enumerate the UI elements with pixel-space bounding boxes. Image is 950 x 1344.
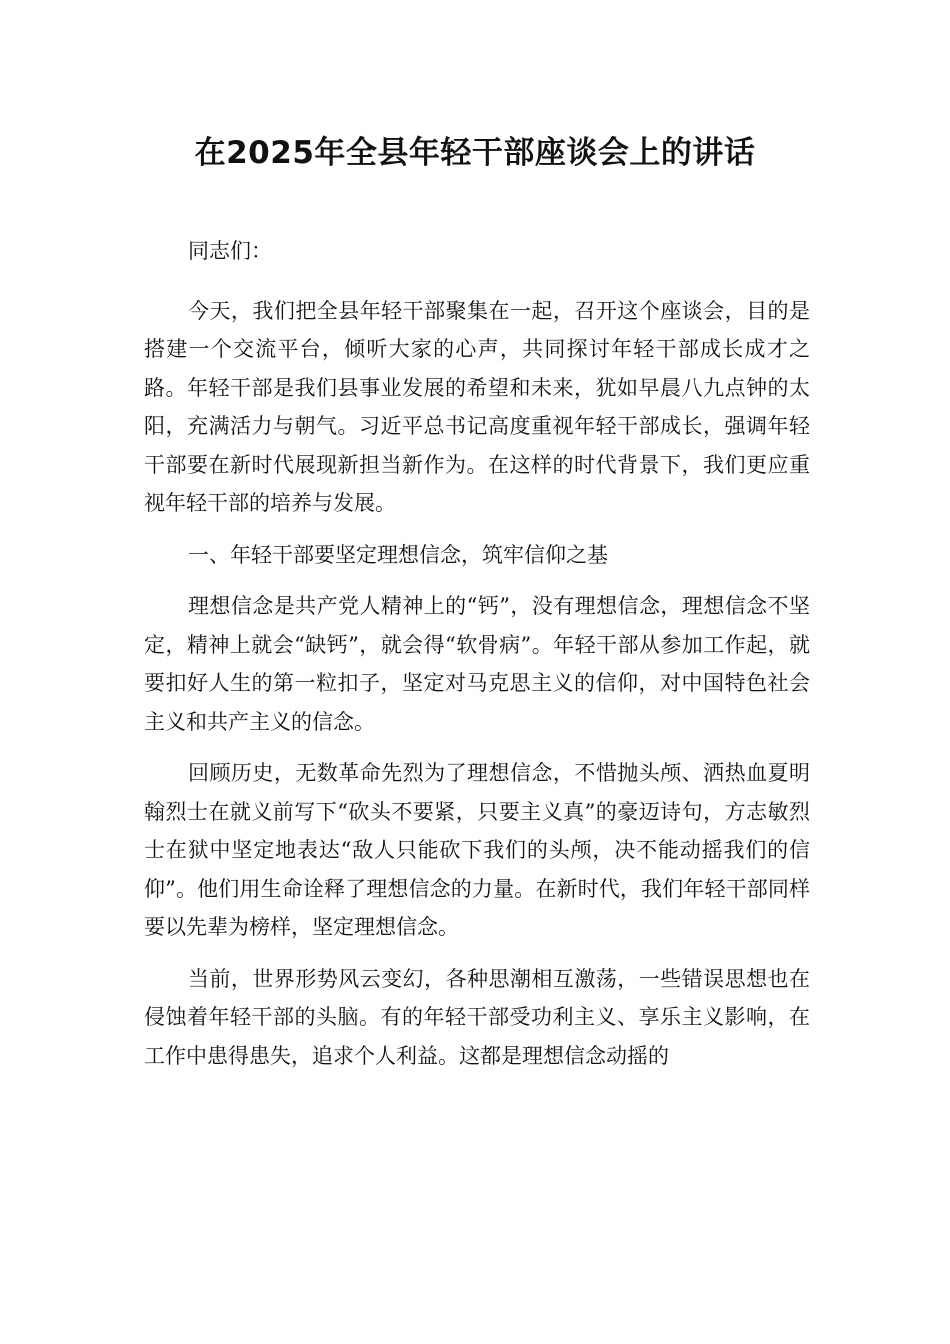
paragraph-current: 当前，世界形势风云变幻，各种思潮相互激荡，一些错误思想也在侵蚀着年轻干部的头脑。有的年轻干部受功利主义、享乐主义影响，在工作中患得患失，追求个人利益。这都是理想信念动摇的 [144,966,810,1068]
paragraph-ideals: 理想信念是共产党人精神上的“钙”，没有理想信念，理想信念不坚定，精神上就会“缺钙”，就会得“软骨病”。年轻干部从参加工作起，就要扣好人生的第一粒扣子，坚定对马克思主义的信仰，对中国特色社会主义和共产主义的信念。 [144,594,810,734]
paragraph-opening: 今天，我们把全县年轻干部聚集在一起，召开这个座谈会，目的是搭建一个交流平台，倾听大家的心声，共同探讨年轻干部成长成才之路。年轻干部是我们县事业发展的希望和未来，犹如早晨八九点钟的太阳，充满活力与朝气。习近平总书记高度重视年轻干部成长，强调年轻干部要在新时代展现新担当新作为。在这样的时代背景下，我们更应重视年轻干部的培养与发展。 [144,298,810,515]
document-body [144,232,810,1088]
document-title: 在2025年全县年轻干部座谈会上的讲话 [194,135,756,171]
section-heading-1: 一、年轻干部要坚定理想信念，筑牢信仰之基 [188,542,608,567]
salutation: 同志们： [188,239,272,263]
paragraph-history: 回顾历史，无数革命先烈为了理想信念，不惜抛头颅、洒热血夏明翰烈士在就义前写下“砍头不要紧，只要主义真”的豪迈诗句，方志敏烈士在狱中坚定地表达“敌人只能砍下我们的头颅，决不能动摇我们的信仰”。他们用生命诠释了理想信念的力量。在新时代，我们年轻干部同样要以先辈为榜样，坚定理想信念。 [144,761,810,939]
